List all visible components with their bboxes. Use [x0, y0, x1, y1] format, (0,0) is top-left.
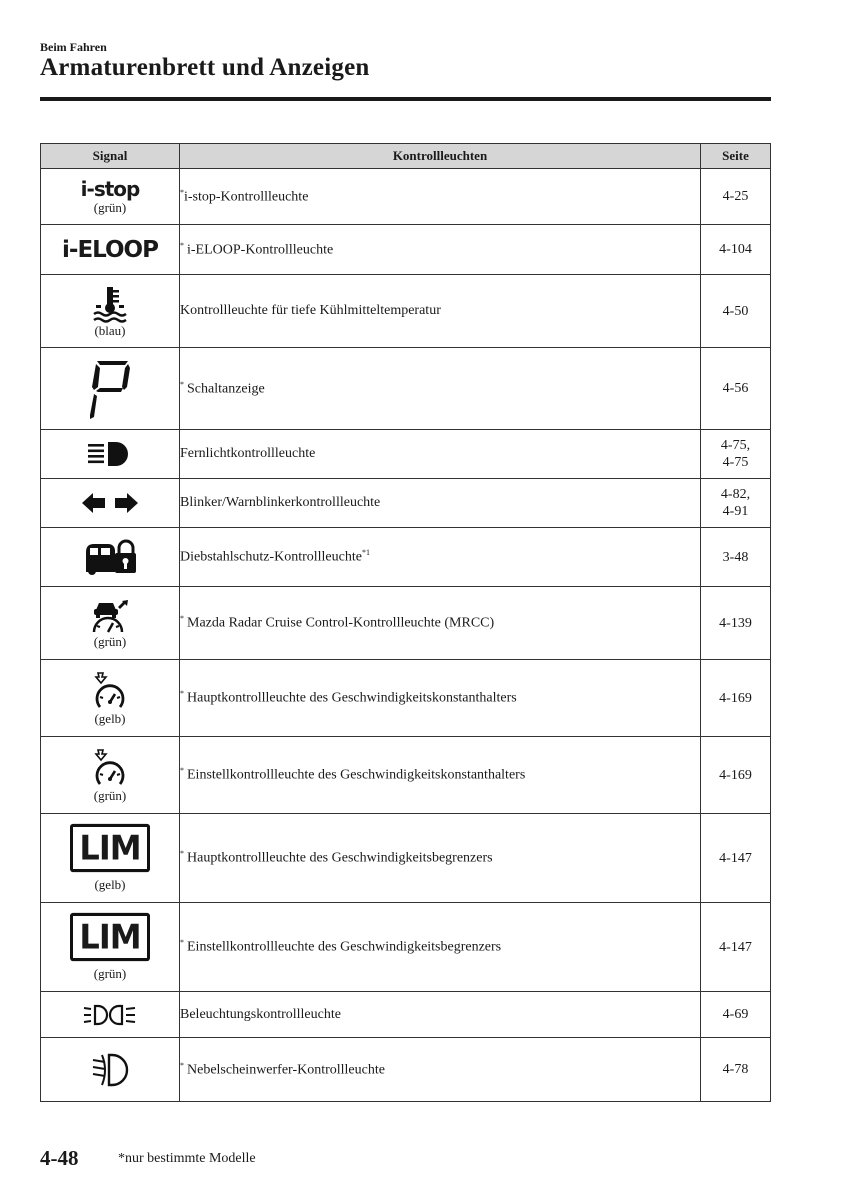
coolant-temperature-icon — [90, 285, 130, 323]
footnote-star: * — [180, 849, 184, 859]
description: Einstellkontrollleuchte des Geschwindigkeitskonstanthalters — [187, 767, 526, 783]
radar-cruise-icon — [88, 598, 132, 634]
signal-cell — [41, 169, 180, 225]
description: Hauptkontrollleuchte des Geschwindigkeitskonstanthalters — [187, 690, 517, 706]
description: i-ELOOP-Kontrollleuchte — [187, 242, 334, 258]
fog-light-icon — [90, 1052, 130, 1088]
description: Kontrollleuchte für tiefe Kühlmitteltemperatur — [180, 303, 441, 318]
page-cell: 4-78 — [701, 1038, 771, 1102]
page-cell: 4-104 — [701, 225, 771, 275]
description: Hauptkontrollleuchte des Geschwindigkeitsbegrenzers — [187, 850, 493, 866]
signal-cell — [41, 348, 180, 430]
signal-cell — [41, 814, 180, 903]
table-row — [41, 992, 771, 1038]
parking-lights-icon — [82, 1004, 138, 1026]
signal-cell — [41, 1038, 180, 1102]
table-row — [41, 903, 771, 992]
table-header-row — [41, 144, 771, 169]
color-label: (gelb) — [94, 710, 126, 726]
color-label: (grün) — [93, 633, 127, 649]
table-row — [41, 587, 771, 660]
description: Diebstahlschutz-Kontrollleuchte — [180, 549, 362, 565]
description: Nebelscheinwerfer-Kontrollleuchte — [187, 1062, 385, 1078]
description-cell — [180, 587, 701, 660]
table-row — [41, 814, 771, 903]
table-row — [41, 348, 771, 430]
page-cell: 4-139 — [701, 587, 771, 660]
gear-position-p-icon — [88, 357, 132, 421]
description-cell — [180, 275, 701, 348]
footnote-star: * — [180, 1060, 184, 1070]
header-page: Seite — [701, 144, 771, 169]
color-label: (grün) — [93, 965, 127, 981]
signal-cell — [41, 479, 180, 528]
i-eloop-icon: i-ELOOP — [62, 236, 158, 263]
description-cell — [180, 660, 701, 737]
footnote-star: * — [180, 938, 184, 948]
page-cell: 4-69 — [701, 992, 771, 1038]
footnote-marker: *1 — [361, 548, 370, 558]
footnote-star: * — [180, 240, 184, 250]
description-cell — [180, 1038, 701, 1102]
description-cell — [180, 814, 701, 903]
page-cell: 4-169 — [701, 737, 771, 814]
color-label: (blau) — [94, 322, 126, 338]
footnote: *nur bestimmte Modelle — [118, 1151, 256, 1166]
color-label: (grün) — [93, 787, 127, 803]
table-row — [41, 430, 771, 479]
footnote-star: * — [180, 766, 184, 776]
page-ref: 4-75, 4-75 — [720, 438, 751, 470]
page-cell: 3-48 — [701, 528, 771, 587]
page-number: 4-48 — [40, 1146, 79, 1170]
table-row — [41, 660, 771, 737]
description-cell — [180, 430, 701, 479]
table-row — [41, 479, 771, 528]
page-cell: 4-25 — [701, 169, 771, 225]
footnote-star: * — [180, 689, 184, 699]
description: Mazda Radar Cruise Control-Kontrollleuchte (MRCC) — [187, 615, 495, 631]
page-cell: 4-169 — [701, 660, 771, 737]
table-row — [41, 225, 771, 275]
description-cell — [180, 348, 701, 430]
description: Blinker/Warnblinkerkontrollleuchte — [180, 495, 381, 510]
section-label: Beim Fahren — [40, 40, 107, 54]
description: Fernlichtkontrollleuchte — [180, 446, 316, 461]
table-row — [41, 169, 771, 225]
color-label: (gelb) — [94, 876, 126, 892]
page-cell: 4-50 — [701, 275, 771, 348]
i-stop-icon: i-stop — [80, 177, 140, 201]
table-row — [41, 275, 771, 348]
signal-cell — [41, 225, 180, 275]
header-lights: Kontrollleuchten — [180, 144, 701, 169]
description: Beleuchtungskontrollleuchte — [180, 1006, 341, 1022]
signal-cell — [41, 275, 180, 348]
speed-limiter-icon: LIM — [70, 912, 149, 960]
signal-cell — [41, 430, 180, 479]
signal-cell — [41, 528, 180, 587]
description: Einstellkontrollleuchte des Geschwindigkeitsbegrenzers — [187, 939, 502, 955]
signal-cell — [41, 660, 180, 737]
signal-cell — [41, 992, 180, 1038]
signal-table — [40, 143, 771, 1102]
anti-theft-lock-icon — [82, 538, 138, 576]
header-signal: Signal — [41, 144, 180, 169]
description-cell — [180, 528, 701, 587]
table-row — [41, 1038, 771, 1102]
description: Schaltanzeige — [187, 381, 265, 397]
speed-limiter-icon: LIM — [70, 823, 149, 871]
signal-cell — [41, 737, 180, 814]
signal-cell — [41, 587, 180, 660]
page-title: Armaturenbrett und Anzeigen — [40, 54, 370, 81]
footnote-star: * — [180, 187, 184, 197]
page-cell: 4-56 — [701, 348, 771, 430]
color-label: (grün) — [93, 200, 127, 215]
description-cell — [180, 479, 701, 528]
table-row — [41, 737, 771, 814]
table-row — [41, 528, 771, 587]
page-cell: 4-147 — [701, 903, 771, 992]
page-ref: 4-82, 4-91 — [720, 487, 751, 519]
page-cell — [701, 479, 771, 528]
description: i-stop-Kontrollleuchte — [184, 189, 309, 205]
page-cell — [701, 430, 771, 479]
title-rule — [40, 97, 771, 101]
description-cell — [180, 737, 701, 814]
footnote-star: * — [180, 614, 184, 624]
description-cell — [180, 225, 701, 275]
description-cell — [180, 903, 701, 992]
cruise-control-icon — [92, 748, 128, 788]
description-cell — [180, 169, 701, 225]
turn-signal-icon — [80, 491, 140, 515]
description-cell — [180, 992, 701, 1038]
page-cell: 4-147 — [701, 814, 771, 903]
footnote-star: * — [180, 379, 184, 389]
cruise-control-icon — [92, 671, 128, 711]
signal-cell — [41, 903, 180, 992]
high-beam-icon — [86, 441, 134, 467]
